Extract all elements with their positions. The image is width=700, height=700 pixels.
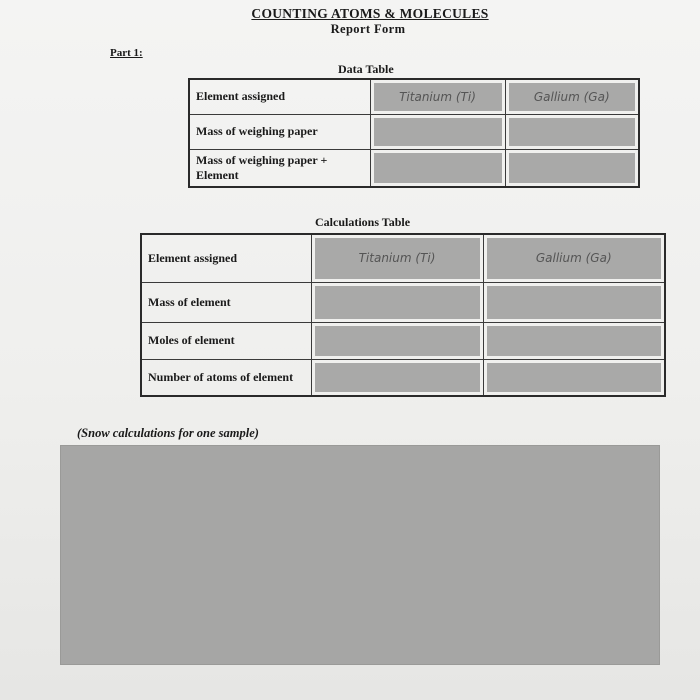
value-cell[interactable] xyxy=(311,359,483,396)
value-cell[interactable] xyxy=(311,282,483,322)
table-row xyxy=(189,114,639,149)
row-label: Mass of weighing paper xyxy=(189,114,370,149)
page-subtitle: Report Form xyxy=(330,22,406,36)
row-label: Element assigned xyxy=(189,79,370,114)
value-cell[interactable] xyxy=(483,282,665,322)
calculations-work-area[interactable] xyxy=(60,445,660,665)
part-label: Part 1: xyxy=(110,47,143,59)
row-label: Mass of element xyxy=(141,282,311,322)
value-cell[interactable] xyxy=(483,359,665,396)
element-cell-gallium[interactable]: Gallium (Ga) xyxy=(505,79,639,114)
row-label: Element assigned xyxy=(141,234,311,282)
row-label: Number of atoms of element xyxy=(141,359,311,396)
value-cell[interactable] xyxy=(370,114,505,149)
value-cell[interactable] xyxy=(505,114,639,149)
value-cell[interactable] xyxy=(370,149,505,187)
data-table-caption: Data Table xyxy=(338,62,394,76)
table-row xyxy=(189,149,639,187)
value-cell[interactable] xyxy=(505,149,639,187)
table-row xyxy=(141,234,665,282)
table-row xyxy=(141,282,665,322)
calculations-table xyxy=(140,233,666,397)
table-row xyxy=(141,359,665,396)
value-cell[interactable] xyxy=(483,322,665,359)
element-cell-titanium[interactable]: Titanium (Ti) xyxy=(370,79,505,114)
table-row xyxy=(189,79,639,114)
element-cell-gallium[interactable]: Gallium (Ga) xyxy=(483,234,665,282)
table-row xyxy=(141,322,665,359)
calc-table-caption: Calculations Table xyxy=(315,215,411,229)
element-cell-titanium[interactable]: Titanium (Ti) xyxy=(311,234,483,282)
value-cell[interactable] xyxy=(311,322,483,359)
page-title: COUNTING ATOMS & MOLECULES xyxy=(251,6,489,21)
row-label: Mass of weighing paper + Element xyxy=(189,149,370,187)
data-table xyxy=(188,78,640,188)
row-label: Moles of element xyxy=(141,322,311,359)
calculations-note: (Snow calculations for one sample) xyxy=(77,426,259,440)
